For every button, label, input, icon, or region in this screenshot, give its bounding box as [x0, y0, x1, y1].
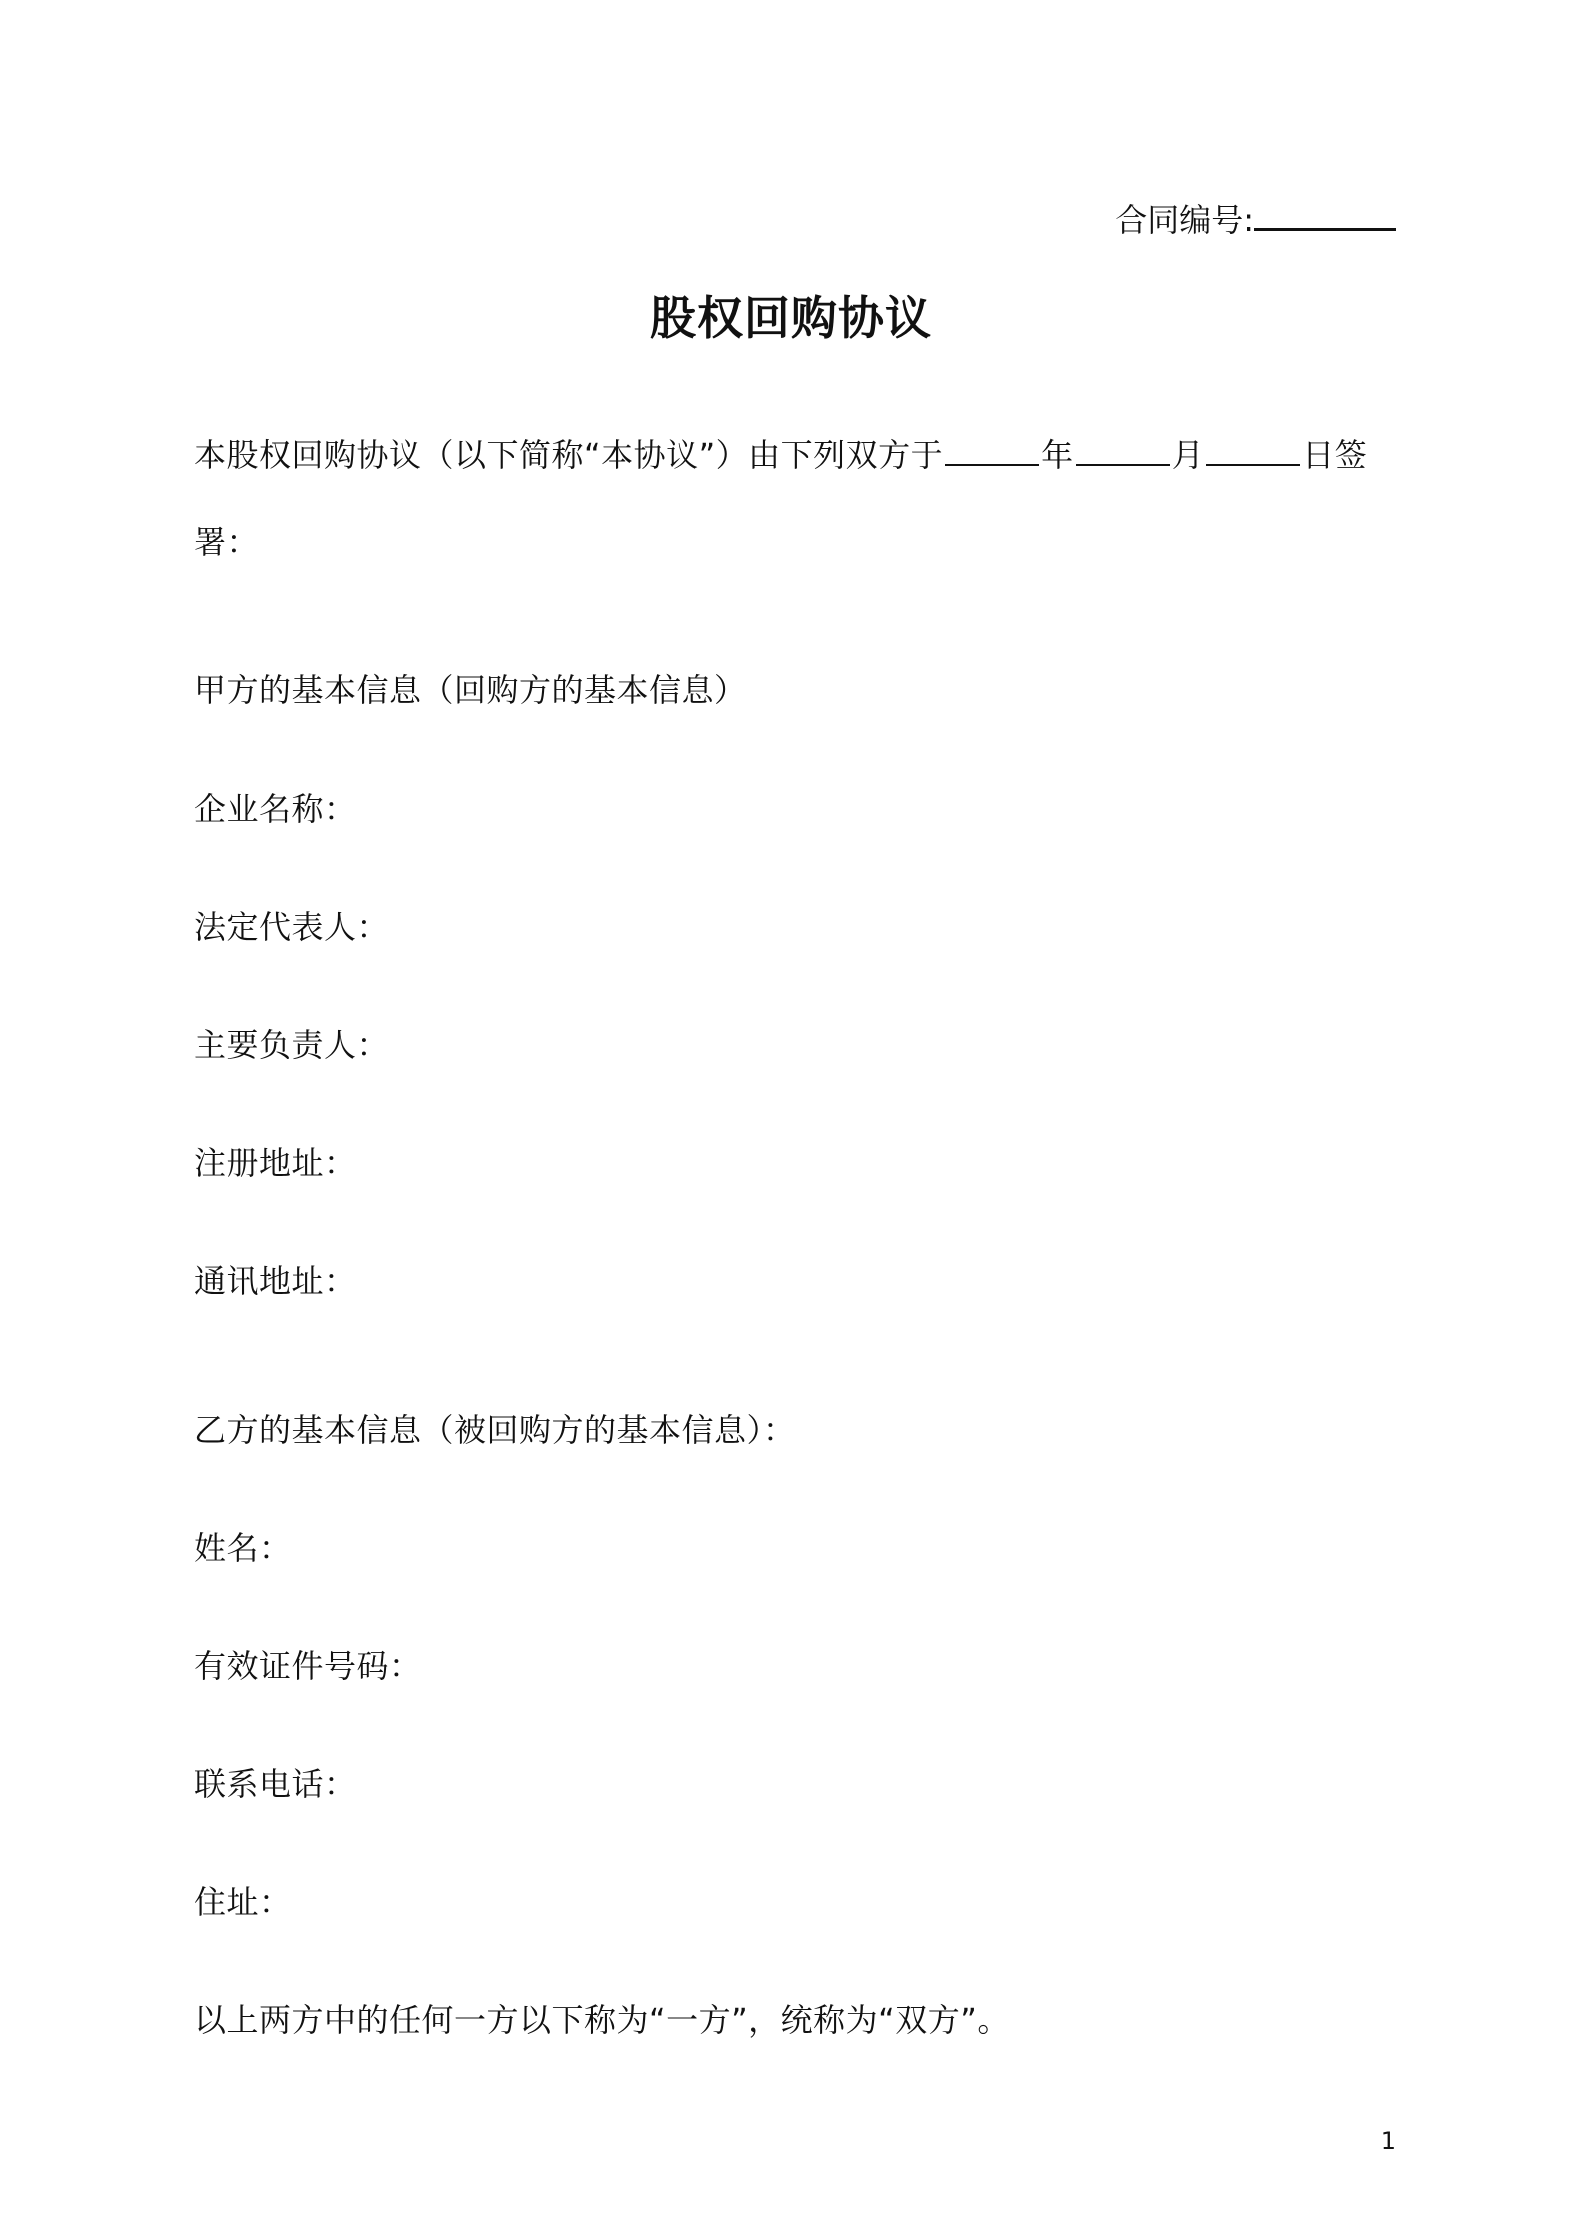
- party-b-address: 住址：: [194, 1883, 292, 1921]
- page-number: 1: [1380, 2127, 1396, 2155]
- year-label: 年: [1041, 436, 1074, 474]
- intro-continuation: 署：: [194, 523, 260, 561]
- month-blank: [1076, 436, 1170, 466]
- contract-number-blank: [1254, 198, 1396, 231]
- contract-number: [1115, 198, 1396, 240]
- month-label: 月: [1171, 436, 1205, 474]
- closing-statement: 以上两方中的任何一方以下称为“一方”，统称为“双方”。: [194, 2001, 1010, 2039]
- party-a-registered-address: 注册地址：: [194, 1144, 357, 1182]
- party-b-name: 姓名：: [194, 1529, 292, 1567]
- day-blank: [1206, 436, 1300, 466]
- party-b-id-number: 有效证件号码：: [194, 1647, 422, 1685]
- party-a-mailing-address: 通讯地址：: [194, 1262, 357, 1300]
- contract-number-label: 合同编号:: [1115, 201, 1254, 239]
- document-title: 股权回购协议: [650, 291, 932, 345]
- party-a-company-name: 企业名称：: [194, 790, 357, 828]
- party-a-heading: 甲方的基本信息（回购方的基本信息）: [194, 671, 747, 709]
- intro-text: 本股权回购协议（以下简称“本协议”）由下列双方于: [194, 436, 944, 474]
- party-a-legal-rep: 法定代表人：: [194, 908, 390, 946]
- party-b-phone: 联系电话：: [194, 1765, 357, 1803]
- day-label: 日签: [1302, 436, 1368, 474]
- year-blank: [945, 436, 1039, 466]
- party-a-principal: 主要负责人：: [194, 1026, 390, 1064]
- party-b-heading: 乙方的基本信息（被回购方的基本信息）：: [194, 1411, 796, 1449]
- intro-line: [194, 435, 1367, 475]
